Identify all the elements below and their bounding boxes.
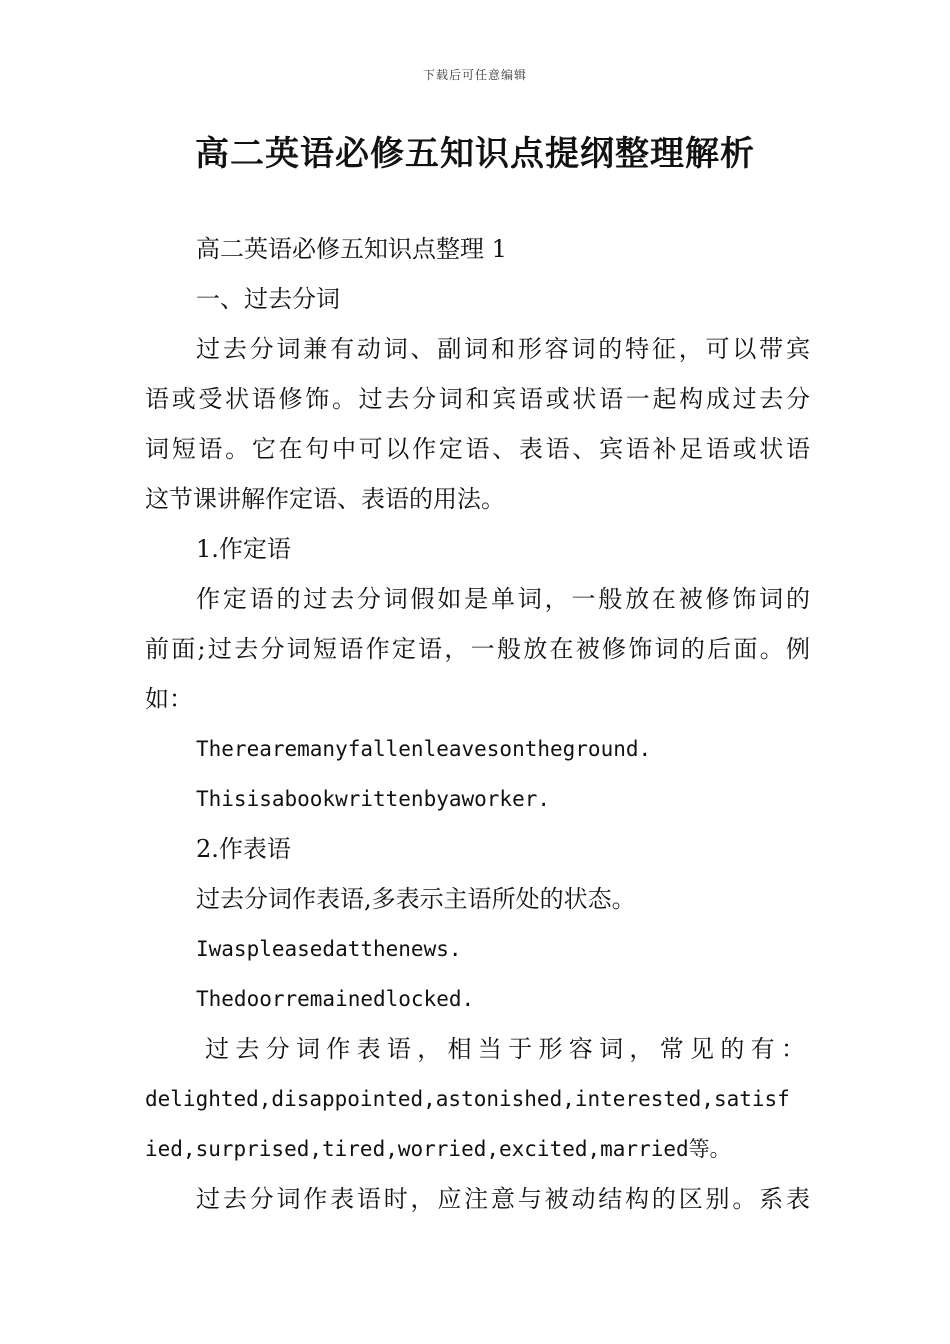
section-heading: 高二英语必修五知识点整理 1 — [196, 235, 507, 263]
paragraph-line: 过去分词作表语,多表示主语所处的状态。 — [196, 885, 636, 913]
example-sentence: Iwaspleasedatthenews. — [196, 937, 462, 961]
paragraph-line: 过去分词作表语，相当于形容词，常见的有： — [205, 1035, 805, 1063]
list-heading: 2.作表语 — [196, 835, 291, 863]
paragraph-line: 如： — [145, 685, 193, 713]
document-title: 高二英语必修五知识点提纲整理解析 — [195, 134, 755, 174]
example-sentence: Therearemanyfallenleavesontheground. — [196, 737, 652, 761]
example-sentence: Thedoorremainedlocked. — [196, 987, 475, 1011]
paragraph-line: 过去分词作表语时，应注意与被动结构的区别。系表 — [196, 1185, 810, 1213]
subsection-heading: 一、过去分词 — [196, 285, 340, 313]
paragraph-line: 语或受状语修饰。过去分词和宾语或状语一起构成过去分 — [145, 385, 810, 413]
example-sentence: Thisisabookwrittenbyaworker. — [196, 787, 551, 811]
paragraph-line: 词短语。它在句中可以作定语、表语、宾语补足语或状语 — [145, 435, 810, 463]
list-heading: 1.作定语 — [196, 535, 291, 563]
paragraph-line: delighted,disappointed,astonished,interested,satisf — [145, 1087, 790, 1111]
paragraph-line: ied,surprised,tired,worried,excited,married等。 — [145, 1137, 731, 1161]
paragraph-line: 过去分词兼有动词、副词和形容词的特征，可以带宾 — [196, 335, 810, 363]
paragraph-line: 作定语的过去分词假如是单词，一般放在被修饰词的 — [196, 585, 810, 613]
paragraph-line: 前面;过去分词短语作定语，一般放在被修饰词的后面。例 — [145, 635, 810, 663]
paragraph-line: 这节课讲解作定语、表语的用法。 — [145, 485, 505, 513]
header-note: 下载后可任意编辑 — [422, 68, 527, 82]
